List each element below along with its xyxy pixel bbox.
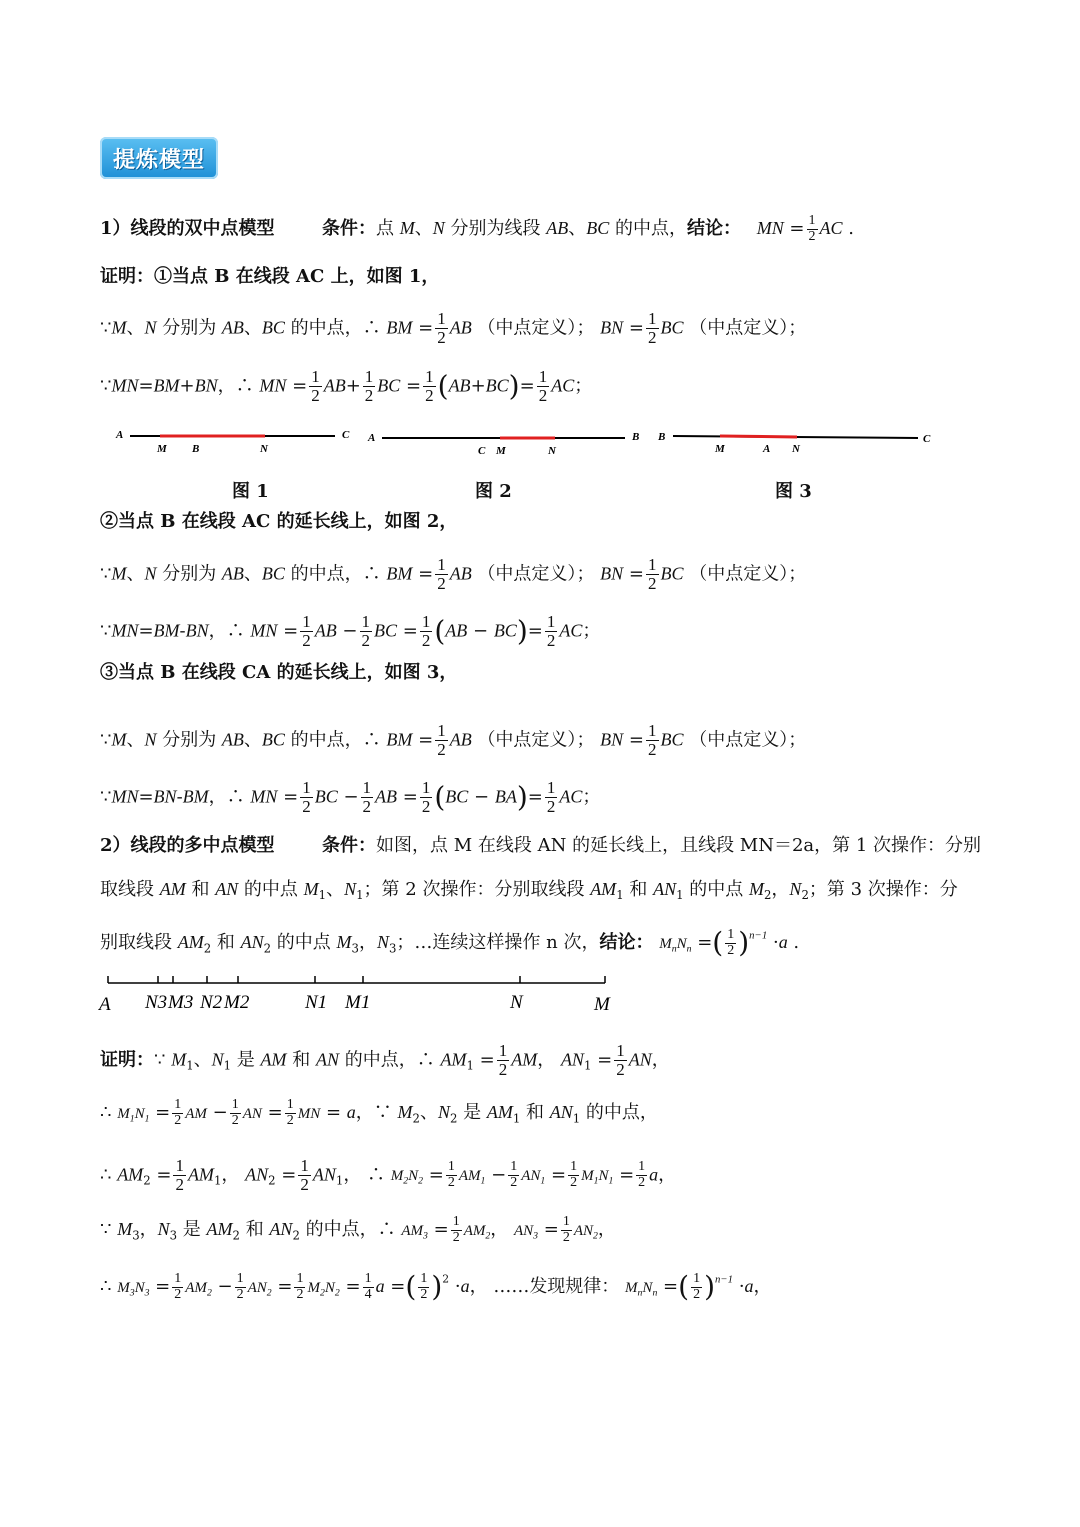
fig2-label: B xyxy=(632,431,640,443)
fig4-label: M2 xyxy=(224,992,250,1013)
section-badge: 提炼模型 xyxy=(100,137,218,179)
case3-heading: ③当点 B 在线段 CA 的延长线上，如图 3， xyxy=(100,662,458,683)
fig4-label: N3 xyxy=(145,992,168,1013)
case1-line1: ∵M、N 分别为 AB、BC 的中点，∴ BM = $\frac{1}{2}$ AB （中点定义）； BN = $\frac{1}{2}$ BC （中点定义）； xyxy=(100,309,807,347)
fig2-label: M xyxy=(496,445,506,457)
section2-proof-line3: ∴ $AM_2$ = $\frac{1}{2}$ $AM_1$， $AN_2$ = $\frac{1}{2}$ $AN_1$， ∴ $M_2N_2$ = $\frac{1}{2}$ $AM_1$ − $\frac{1}{2}$ $AN_1$ = $\frac{1}{2}$ $M_1N_1$ = $\frac{1}{2}$ a， xyxy=(100,1156,677,1194)
figure-caption: 图 3 xyxy=(775,481,812,502)
fig1-label: A xyxy=(116,429,124,441)
case2-heading: ②当点 B 在线段 AC 的延长线上，如图 2， xyxy=(100,511,458,532)
figure-caption: 图 1 xyxy=(232,481,269,502)
fig2-label: N xyxy=(548,445,556,457)
fig3-label: A xyxy=(763,443,771,455)
case3-line2: ∵MN=BN-BM，∴ MN = $\frac{1}{2}$ BC − $\frac{1}{2}$ AB = $\frac{1}{2}$ (BC − BA)= $\frac{1}{2}$ AC； xyxy=(100,778,601,816)
fig3-label: N xyxy=(792,443,800,455)
fig4-label: M xyxy=(594,994,610,1015)
fig4-label: N xyxy=(510,992,523,1013)
section2-proof-line2: ∴ $M_1N_1$ = $\frac{1}{2}$ AM − $\frac{1}{2}$ AN = $\frac{1}{2}$ MN = a，∵ $M_2$、$N_2$ 是 $AM_1$ 和 $AN_1$ 的中点， xyxy=(100,1097,658,1128)
case2-line1: ∵M、N 分别为 AB、BC 的中点，∴ BM = $\frac{1}{2}$ AB （中点定义）； BN = $\frac{1}{2}$ BC （中点定义）； xyxy=(100,555,807,593)
case3-line1: ∵M、N 分别为 AB、BC 的中点，∴ BM = $\frac{1}{2}$ AB （中点定义）； BN = $\frac{1}{2}$ BC （中点定义）； xyxy=(100,721,807,759)
section2-proof-line5: ∴ $M_3N_3$ = $\frac{1}{2}$ $AM_2$ − $\frac{1}{2}$ $AN_2$ = $\frac{1}{2}$ $M_2N_2$ = $\frac{1}{4}$ a =( $\frac{1}{2}$ )$^2$ ·a， ……发现规律： $M_nN_n$ =( $\frac{1}{2}$ )$^{n-1}$ ·a， xyxy=(100,1270,772,1304)
section2-proof-line4: ∵ $M_3$，$N_3$ 是 $AM_2$ 和 $AN_2$ 的中点，∴ $AM_3$ = $\frac{1}{2}$ $AM_2$， $AN_3$ = $\frac{1}{2}$ $AN_2$， xyxy=(100,1214,616,1245)
fig4-label: N2 xyxy=(200,992,223,1013)
fig3-label: B xyxy=(658,431,666,443)
section2-proof-line1: 证明：∵ $M_1$、$N_1$ 是 AM 和 AN 的中点，∴ $AM_1$ = $\frac{1}{2}$ AM， $AN_1$ = $\frac{1}{2}$ AN， xyxy=(100,1041,670,1079)
section1-title-line: 1）线段的双中点模型 条件：点 M、N 分别为线段 AB、BC 的中点，结论： MN = $\frac{1}{2}$ AC . xyxy=(100,213,854,244)
fig1-label: B xyxy=(192,443,200,455)
case1-line2: ∵MN=BM+BN，∴ MN = $\frac{1}{2}$ AB+ $\frac{1}{2}$ BC = $\frac{1}{2}$ (AB+BC)= $\frac{1}{2}$ AC； xyxy=(100,367,593,405)
figure-caption: 图 2 xyxy=(475,481,512,502)
section2-line1: 2）线段的多中点模型 条件：如图，点 M 在线段 AN 的延长线上，且线段 MN＝2a，第 1 次操作：分别 xyxy=(100,835,982,856)
fig1-label: M xyxy=(157,443,167,455)
section2-line3: 别取线段 $AM_2$ 和 $AN_2$ 的中点 $M_3$，$N_3$；…连续这样操作 n 次，结论： $M_nN_n$ =( $\frac{1}{2}$ )$^{n-1}$ ·a . xyxy=(100,926,800,960)
fig4-label: N1 xyxy=(305,992,328,1013)
section2-line2: 取线段 AM 和 AN 的中点 $M_1$、$N_1$；第 2 次操作：分别取线段 $AM_1$ 和 $AN_1$ 的中点 $M_2$，$N_2$；第 3 次操作：分 xyxy=(100,879,958,903)
fig3-label: M xyxy=(715,443,725,455)
fig1-label: N xyxy=(260,443,268,455)
fig4-label: M3 xyxy=(168,992,194,1013)
fig4-label: M1 xyxy=(345,992,371,1013)
fig2-label: A xyxy=(368,432,376,444)
case1-heading: 证明：①当点 B 在线段 AC 上，如图 1， xyxy=(100,266,440,287)
fig4-label: A xyxy=(99,994,111,1015)
case2-line2: ∵MN=BM-BN，∴ MN = $\frac{1}{2}$ AB − $\frac{1}{2}$ BC = $\frac{1}{2}$ (AB − BC)= $\frac{1}{2}$ AC； xyxy=(100,612,601,650)
fig1-label: C xyxy=(342,429,350,441)
fig3-label: C xyxy=(923,433,931,445)
figure-1-3 xyxy=(100,420,950,465)
fig2-label: C xyxy=(478,445,486,457)
figure-4-segment xyxy=(95,970,635,1018)
